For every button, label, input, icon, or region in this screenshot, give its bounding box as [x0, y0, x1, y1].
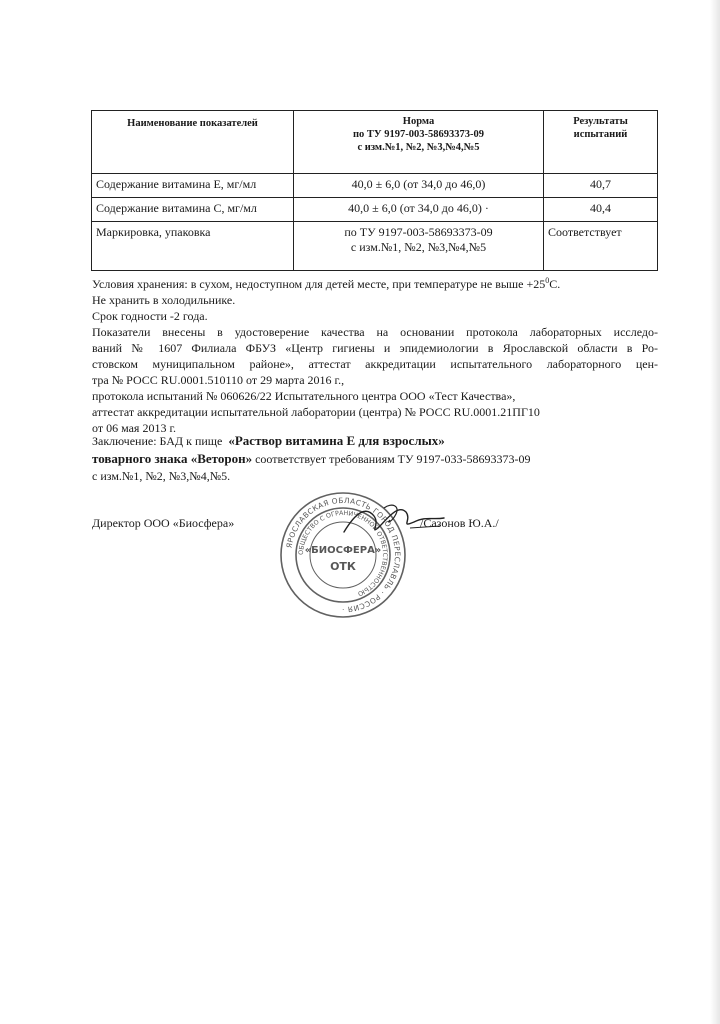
- header-norm: Норма по ТУ 9197-003-58693373-09 с изм.№1, №2, №3,№4,№5: [294, 111, 544, 174]
- header-results: Результаты испытаний: [544, 111, 658, 174]
- table-row: [92, 174, 658, 198]
- attestat-2-date: от 06 мая 2013 г.: [92, 421, 177, 435]
- conclusion-line-3: с изм.№1, №2, №3,№4,№5.: [92, 469, 231, 483]
- indicator-result: 40,4: [544, 198, 658, 222]
- svg-text:«БИОСФЕРА»: «БИОСФЕРА»: [304, 545, 382, 556]
- indicator-norm: 40,0 ± 6,0 (от 34,0 до 46,0) ·: [294, 198, 544, 222]
- conclusion-line-1: Заключение: БАД к пище «Раствор витамина Е для взрослых»: [92, 433, 445, 448]
- svg-text:ОТК: ОТК: [330, 560, 356, 573]
- indicator-name: Содержание витамина Е, мг/мл: [92, 174, 294, 198]
- indicator-norm: 40,0 ± 6,0 (от 34,0 до 46,0): [294, 174, 544, 198]
- brand-name: товарного знака «Веторон»: [92, 451, 253, 466]
- svg-text:ЯРОСЛАВСКАЯ ОБЛАСТЬ ГОРОД ПЕРЕ: ЯРОСЛАВСКАЯ ОБЛАСТЬ ГОРОД ПЕРЕСЛАВЛЬ · РОССИЯ ·: [284, 495, 403, 615]
- protocol-line: Показатели внесены в удостоверение качества на основании протокола лабораторных исследо-: [92, 325, 658, 339]
- protocol-line: стовском муниципальном районе», аттестат аккредитации испытательного лабораторного цен-: [92, 357, 658, 371]
- shelf-life: Срок годности -2 года.: [92, 309, 208, 323]
- table-row: [92, 222, 658, 271]
- svg-text:ОБЩЕСТВО С ОГРАНИЧЕННОЙ ОТВЕТС: ОБЩЕСТВО С ОГРАНИЧЕННОЙ ОТВЕТСТВЕННОСТЬЮ: [297, 509, 389, 597]
- attestat-2: аттестат аккредитации испытательной лаборатории (центра) № РОСС RU.0001.21ПГ10: [92, 405, 540, 419]
- no-fridge-note: Не хранить в холодильнике.: [92, 293, 236, 307]
- header-indicator-name: Наименование показателей: [92, 111, 294, 174]
- indicator-name: Маркировка, упаковка: [92, 222, 294, 271]
- signatory-name: /Сазонов Ю.А./: [420, 516, 499, 530]
- protocol-line: ваний № 1607 Филиала ФБУЗ «Центр гигиены и эпидемиологии в Ярославской области в Ро-: [92, 341, 658, 355]
- conditions-block: [92, 273, 658, 436]
- conclusion-block: [92, 432, 672, 485]
- indicator-result: Соответствует: [544, 222, 658, 271]
- product-name: «Раствор витамина Е для взрослых»: [228, 433, 445, 448]
- conclusion-line-2: товарного знака «Веторон» соответствует требованиям ТУ 9197-033-58693373-09: [92, 451, 531, 466]
- indicator-name: Содержание витамина С, мг/мл: [92, 198, 294, 222]
- indicator-norm: по ТУ 9197-003-58693373-09 с изм.№1, №2, №3,№4,№5: [294, 222, 544, 271]
- storage-conditions: Условия хранения: в сухом, недоступном для детей месте, при температуре не выше $+25^0С$.: [92, 276, 561, 291]
- table-header-row: [92, 111, 658, 174]
- handwritten-signature: [340, 498, 450, 546]
- indicator-result: 40,7: [544, 174, 658, 198]
- director-title: Директор ООО «Биосфера»: [92, 516, 235, 530]
- protocol-line: тра № РОСС RU.0001.510110 от 29 марта 2016 г.,: [92, 373, 345, 387]
- table-row: [92, 198, 658, 222]
- scan-edge-shadow: [710, 0, 720, 1024]
- results-table: [91, 110, 658, 271]
- protocol-2: протокола испытаний № 060626/22 Испытательного центра ООО «Тест Качества»,: [92, 389, 516, 403]
